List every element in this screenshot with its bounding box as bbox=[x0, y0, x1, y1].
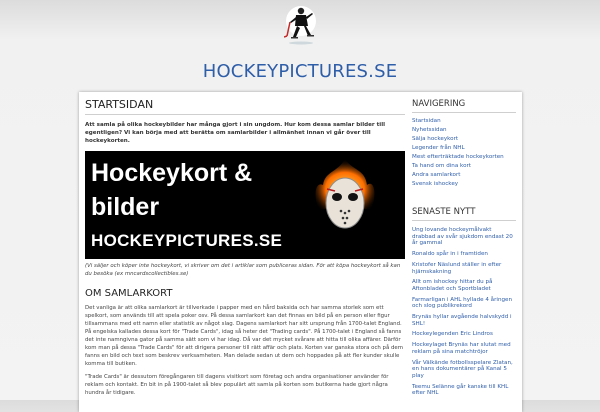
news-item[interactable]: Allt om ishockey hittar du på Aftonbladet och Sportbladet bbox=[412, 279, 493, 292]
banner-caption: (Vi säljer och köper inte hockeykort, vi skriver om det i artiklar som publiceras sidan. För att köpa hockeykort så kan du besöka (ex mncardscollectibles.se) bbox=[85, 263, 401, 277]
banner-line-2: bilder bbox=[91, 193, 160, 221]
paragraph-1: Det vanliga är att olika samlarkort är tillverkade i papper med en hård baksida och har samma storlek som ett spelkort, som används till att spela poker osv. På dessa samlarkort kan det finnas en bild på en person eller figur tillsammans med ett namn eller statistik av något slag. Dagens samlarkort har sitt ursprung från 1700-talet England. På engelska kallades dessa kort för "Trade Cards", idag så heter det "Trading cards". På 1700-talet i England så fanns det inte namngivna gator på samma sätt som vi har idag. Då var det mycket svårare att hitta till olika affärer. Därför kom man på dessa "Trade Cards" för att dirigera personer till rätt affär och plats. Korten var ganska stora och på dem fanns en bild och text som beskrev verksamheten. Man delade sedan ut dem och hoppades på att fler kunder skulle komma till butiken. bbox=[85, 305, 403, 367]
site-logo[interactable] bbox=[284, 4, 318, 48]
paragraph-2: "Trade Cards" är dessutom föregångaren till dagens visitkort som företag och andra organisationer använder för reklam och kontakt. En bit in på 1900-talet så blev populärt att samla på korten som butikerna hade gjort några hundra år tidigare. bbox=[85, 374, 389, 396]
news-item[interactable]: Brynäs hyllar avgående halvskydd i SHL! bbox=[412, 314, 512, 327]
news-item[interactable]: Ronaldo spår in i framtiden bbox=[412, 251, 488, 258]
news-item[interactable]: Hockeylaget Brynäs har slutat med reklam på sina matchtröjor bbox=[412, 342, 511, 355]
nav-list bbox=[412, 117, 516, 189]
content-card bbox=[79, 92, 522, 412]
nav-item-startsidan[interactable]: Startsidan bbox=[412, 118, 441, 124]
page-title: STARTSIDAN bbox=[85, 96, 405, 115]
intro-text: Att samla på olika hockeybilder har många gjort i sin ungdom. Hur kom dessa samlar bilder till egentligen? Vi kan börja med att berätta om samlarbilder i allmänhet innan vi går över till hockeykorten. bbox=[85, 122, 386, 144]
news-item[interactable]: Vår Välkände fotbollsspelare Zlatan, en hans dokumentärer på Kanal 5 play bbox=[412, 359, 513, 379]
banner-image bbox=[85, 151, 405, 259]
banner-line-3: HOCKEYPICTURES.SE bbox=[91, 231, 283, 250]
news-item[interactable]: Hockeylegenden Eric Lindros bbox=[412, 331, 493, 338]
section-heading: OM SAMLARKORT bbox=[85, 288, 173, 299]
nav-item-mest-eftertraktade[interactable]: Mest efterträktade hockeykorten bbox=[412, 154, 504, 160]
news-heading: SENASTE NYTT bbox=[412, 204, 516, 221]
nav-item-svensk-ishockey[interactable]: Svensk ishockey bbox=[412, 181, 459, 187]
hockey-player-icon bbox=[284, 4, 318, 48]
flaming-mask-icon bbox=[305, 157, 385, 237]
nav-item-legender[interactable]: Legender från NHL bbox=[412, 145, 465, 151]
news-list bbox=[412, 225, 516, 399]
nav-item-salja-hockeykort[interactable]: Sälja hockeykort bbox=[412, 136, 459, 142]
site-title[interactable]: HOCKEYPICTURES.SE bbox=[202, 61, 398, 82]
sidebar bbox=[412, 96, 516, 399]
news-item[interactable]: Ung lovande hockeymålvakt drabbad av svår sjukdom endast 20 år gammal bbox=[412, 227, 513, 247]
nav-item-ta-hand-om-kort[interactable]: Ta hand om dina kort bbox=[412, 163, 472, 169]
news-item[interactable]: Teemu Selänne går kanske till KHL efter NHL bbox=[412, 383, 509, 397]
banner-line-1: Hockeykort & bbox=[91, 159, 253, 187]
nav-item-andra-samlarkort[interactable]: Andra samlarkort bbox=[412, 172, 461, 178]
main-content bbox=[85, 96, 405, 397]
news-item[interactable]: Farmarligan i AHL hyllade 4 åringen och slog publikrekord bbox=[412, 296, 513, 310]
nav-item-nyhetssidan[interactable]: Nyhetssidan bbox=[412, 127, 447, 133]
nav-heading: NAVIGERING bbox=[412, 96, 516, 113]
news-item[interactable]: Kristofer Näslund ställer in efter hjärnskakning bbox=[412, 261, 502, 275]
